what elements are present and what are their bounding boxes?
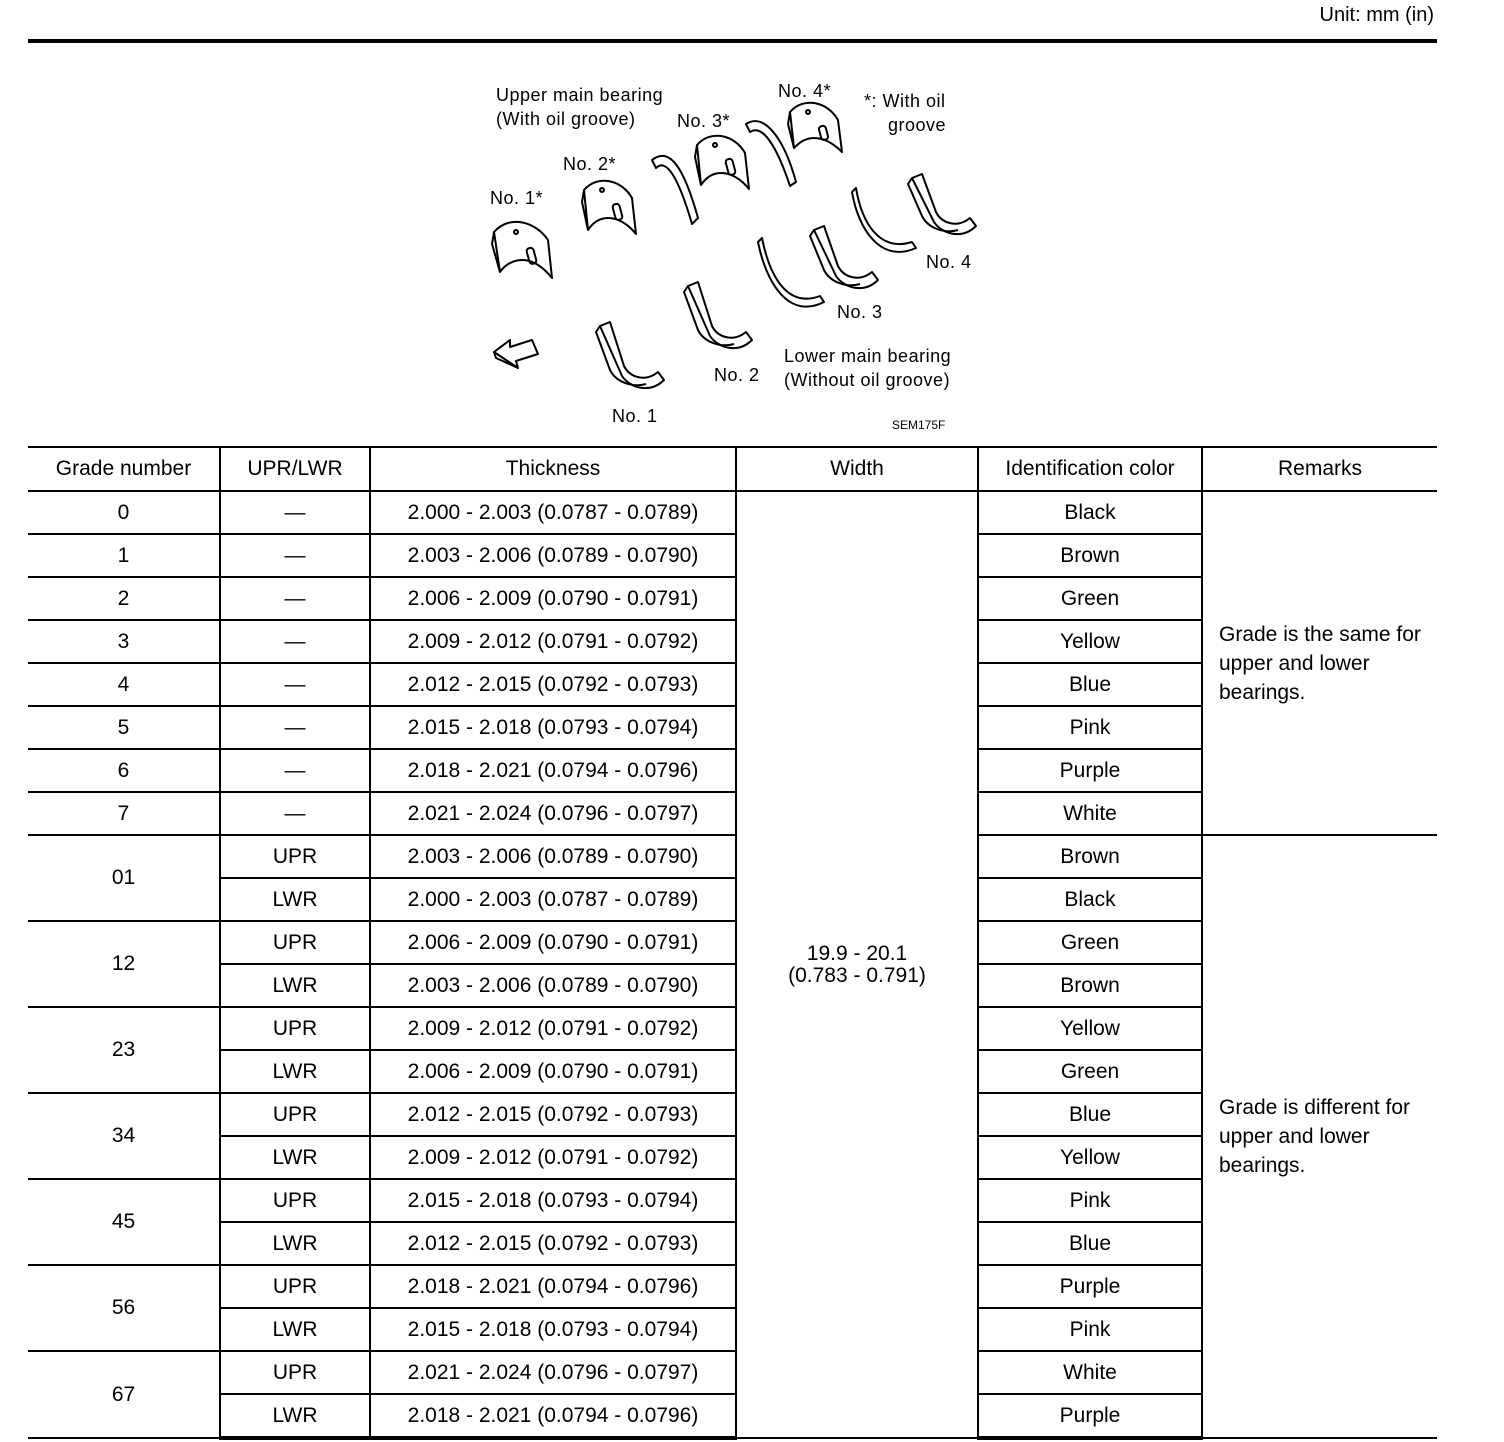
remarks-diff-cell bbox=[1202, 835, 1437, 1438]
grade-cell: 1 bbox=[28, 534, 220, 577]
upr-lwr-cell: — bbox=[220, 577, 370, 620]
lower-no-1: No. 1 bbox=[612, 406, 658, 426]
thickness-cell: 2.015 - 2.018 (0.0793 - 0.0794) bbox=[370, 1179, 736, 1222]
thickness-cell: 2.009 - 2.012 (0.0791 - 0.0792) bbox=[370, 1007, 736, 1050]
lower-no-2: No. 2 bbox=[714, 365, 760, 385]
thickness-cell: 2.000 - 2.003 (0.0787 - 0.0789) bbox=[370, 878, 736, 921]
grade-cell: 45 bbox=[28, 1179, 220, 1265]
upr-lwr-cell: — bbox=[220, 620, 370, 663]
lower-bearing-2 bbox=[684, 282, 752, 348]
identification-color-cell: Yellow bbox=[978, 1007, 1202, 1050]
identification-color-cell: Purple bbox=[978, 1265, 1202, 1308]
thickness-cell: 2.012 - 2.015 (0.0792 - 0.0793) bbox=[370, 663, 736, 706]
header-upr-lwr: UPR/LWR bbox=[220, 447, 370, 491]
figure-code: SEM175F bbox=[892, 418, 946, 432]
upr-lwr-cell: UPR bbox=[220, 1007, 370, 1050]
identification-color-cell: Green bbox=[978, 921, 1202, 964]
thickness-cell: 2.009 - 2.012 (0.0791 - 0.0792) bbox=[370, 620, 736, 663]
upr-lwr-cell: LWR bbox=[220, 878, 370, 921]
upr-lwr-cell: UPR bbox=[220, 1265, 370, 1308]
identification-color-cell: Green bbox=[978, 1050, 1202, 1093]
width-value-mm: 19.9 - 20.1 bbox=[806, 941, 908, 965]
grade-cell: 01 bbox=[28, 835, 220, 921]
grade-cell: 7 bbox=[28, 792, 220, 835]
header-identification-color: Identification color bbox=[978, 447, 1202, 491]
upr-lwr-cell: LWR bbox=[220, 1394, 370, 1438]
identification-color-cell: Purple bbox=[978, 1394, 1202, 1438]
remarks-diff-text: Grade is different for upper and lower bearings. bbox=[1219, 1096, 1411, 1177]
grade-cell: 67 bbox=[28, 1351, 220, 1438]
front-arrow-icon bbox=[494, 340, 538, 368]
upper-bearing-3 bbox=[695, 136, 749, 189]
identification-color-cell: Pink bbox=[978, 1179, 1202, 1222]
upr-lwr-cell: — bbox=[220, 749, 370, 792]
grade-cell: 6 bbox=[28, 749, 220, 792]
upr-lwr-cell: UPR bbox=[220, 1093, 370, 1136]
upr-lwr-cell: UPR bbox=[220, 921, 370, 964]
thickness-cell: 2.003 - 2.006 (0.0789 - 0.0790) bbox=[370, 835, 736, 878]
upper-no-3: No. 3* bbox=[677, 111, 731, 131]
identification-color-cell: Green bbox=[978, 577, 1202, 620]
grade-cell: 0 bbox=[28, 491, 220, 534]
identification-color-cell: White bbox=[978, 1351, 1202, 1394]
upr-lwr-cell: UPR bbox=[220, 1179, 370, 1222]
upr-lwr-cell: LWR bbox=[220, 1222, 370, 1265]
upper-bearing-2 bbox=[582, 181, 636, 234]
remarks-same-cell bbox=[1202, 491, 1437, 835]
upper-thrust-bearing bbox=[652, 156, 698, 224]
identification-color-cell: Blue bbox=[978, 663, 1202, 706]
table-header-row bbox=[28, 447, 1437, 491]
grade-cell: 56 bbox=[28, 1265, 220, 1351]
lower-thrust-bearing-2 bbox=[852, 188, 916, 252]
identification-color-cell: Yellow bbox=[978, 1136, 1202, 1179]
remarks-same-text: Grade is the same for upper and lower bearings. bbox=[1219, 622, 1421, 704]
thickness-cell: 2.018 - 2.021 (0.0794 - 0.0796) bbox=[370, 1394, 736, 1438]
thickness-cell: 2.015 - 2.018 (0.0793 - 0.0794) bbox=[370, 706, 736, 749]
identification-color-cell: Brown bbox=[978, 534, 1202, 577]
identification-color-cell: Yellow bbox=[978, 620, 1202, 663]
identification-color-cell: Pink bbox=[978, 706, 1202, 749]
upper-bearing-1 bbox=[492, 222, 552, 278]
thickness-cell: 2.015 - 2.018 (0.0793 - 0.0794) bbox=[370, 1308, 736, 1351]
lower-no-3: No. 3 bbox=[837, 302, 883, 322]
grade-cell: 23 bbox=[28, 1007, 220, 1093]
thickness-cell: 2.021 - 2.024 (0.0796 - 0.0797) bbox=[370, 792, 736, 835]
grade-cell: 3 bbox=[28, 620, 220, 663]
thickness-cell: 2.012 - 2.015 (0.0792 - 0.0793) bbox=[370, 1222, 736, 1265]
thickness-cell: 2.006 - 2.009 (0.0790 - 0.0791) bbox=[370, 1050, 736, 1093]
thickness-cell: 2.012 - 2.015 (0.0792 - 0.0793) bbox=[370, 1093, 736, 1136]
width-cell bbox=[736, 491, 978, 1438]
bearing-grade-table bbox=[28, 446, 1437, 1440]
upr-lwr-cell: LWR bbox=[220, 1308, 370, 1351]
upper-no-4: No. 4* bbox=[778, 81, 832, 101]
upr-lwr-cell: — bbox=[220, 534, 370, 577]
upr-lwr-cell: — bbox=[220, 491, 370, 534]
identification-color-cell: Black bbox=[978, 878, 1202, 921]
header-thickness: Thickness bbox=[370, 447, 736, 491]
thickness-cell: 2.006 - 2.009 (0.0790 - 0.0791) bbox=[370, 921, 736, 964]
lower-bearing-1 bbox=[596, 322, 664, 388]
upper-no-1: No. 1* bbox=[490, 188, 544, 208]
top-rule bbox=[28, 39, 1437, 43]
identification-color-cell: White bbox=[978, 792, 1202, 835]
thickness-cell: 2.003 - 2.006 (0.0789 - 0.0790) bbox=[370, 964, 736, 1007]
thickness-cell: 2.009 - 2.012 (0.0791 - 0.0792) bbox=[370, 1136, 736, 1179]
identification-color-cell: Purple bbox=[978, 749, 1202, 792]
grade-cell: 2 bbox=[28, 577, 220, 620]
upr-lwr-cell: LWR bbox=[220, 1136, 370, 1179]
upper-thrust-bearing-2 bbox=[746, 121, 796, 186]
upr-lwr-cell: — bbox=[220, 792, 370, 835]
table-row bbox=[28, 835, 1437, 878]
lower-bearing-3 bbox=[810, 226, 878, 288]
upr-lwr-cell: LWR bbox=[220, 964, 370, 1007]
upper-bearing-4 bbox=[788, 103, 842, 152]
upr-lwr-cell: LWR bbox=[220, 1050, 370, 1093]
thickness-cell: 2.006 - 2.009 (0.0790 - 0.0791) bbox=[370, 577, 736, 620]
upper-bearing-sublabel: (With oil groove) bbox=[496, 109, 636, 129]
identification-color-cell: Brown bbox=[978, 835, 1202, 878]
bearing-figure bbox=[470, 70, 1010, 440]
thickness-cell: 2.003 - 2.006 (0.0789 - 0.0790) bbox=[370, 534, 736, 577]
width-value-in: (0.783 - 0.791) bbox=[788, 963, 926, 987]
lower-no-4: No. 4 bbox=[926, 252, 972, 272]
upr-lwr-cell: — bbox=[220, 706, 370, 749]
lower-bearing-sublabel: (Without oil groove) bbox=[784, 370, 951, 390]
thickness-cell: 2.021 - 2.024 (0.0796 - 0.0797) bbox=[370, 1351, 736, 1394]
upper-no-2: No. 2* bbox=[563, 154, 617, 174]
upper-bearing-label: Upper main bearing bbox=[496, 85, 664, 105]
oil-groove-note-line1: *: With oil bbox=[864, 91, 946, 111]
oil-groove-note-line2: groove bbox=[888, 115, 947, 135]
upr-lwr-cell: UPR bbox=[220, 1351, 370, 1394]
header-width: Width bbox=[736, 447, 978, 491]
identification-color-cell: Blue bbox=[978, 1093, 1202, 1136]
lower-bearing-label: Lower main bearing bbox=[784, 346, 952, 366]
identification-color-cell: Brown bbox=[978, 964, 1202, 1007]
thickness-cell: 2.018 - 2.021 (0.0794 - 0.0796) bbox=[370, 749, 736, 792]
lower-bearing-4 bbox=[908, 174, 976, 234]
thickness-cell: 2.000 - 2.003 (0.0787 - 0.0789) bbox=[370, 491, 736, 534]
grade-cell: 34 bbox=[28, 1093, 220, 1179]
upr-lwr-cell: UPR bbox=[220, 835, 370, 878]
identification-color-cell: Blue bbox=[978, 1222, 1202, 1265]
identification-color-cell: Black bbox=[978, 491, 1202, 534]
thickness-cell: 2.018 - 2.021 (0.0794 - 0.0796) bbox=[370, 1265, 736, 1308]
header-remarks: Remarks bbox=[1202, 447, 1437, 491]
table-row bbox=[28, 491, 1437, 534]
unit-label: Unit: mm (in) bbox=[1319, 4, 1434, 26]
header-grade-number: Grade number bbox=[28, 447, 220, 491]
grade-cell: 12 bbox=[28, 921, 220, 1007]
identification-color-cell: Pink bbox=[978, 1308, 1202, 1351]
grade-cell: 4 bbox=[28, 663, 220, 706]
upr-lwr-cell: — bbox=[220, 663, 370, 706]
grade-cell: 5 bbox=[28, 706, 220, 749]
